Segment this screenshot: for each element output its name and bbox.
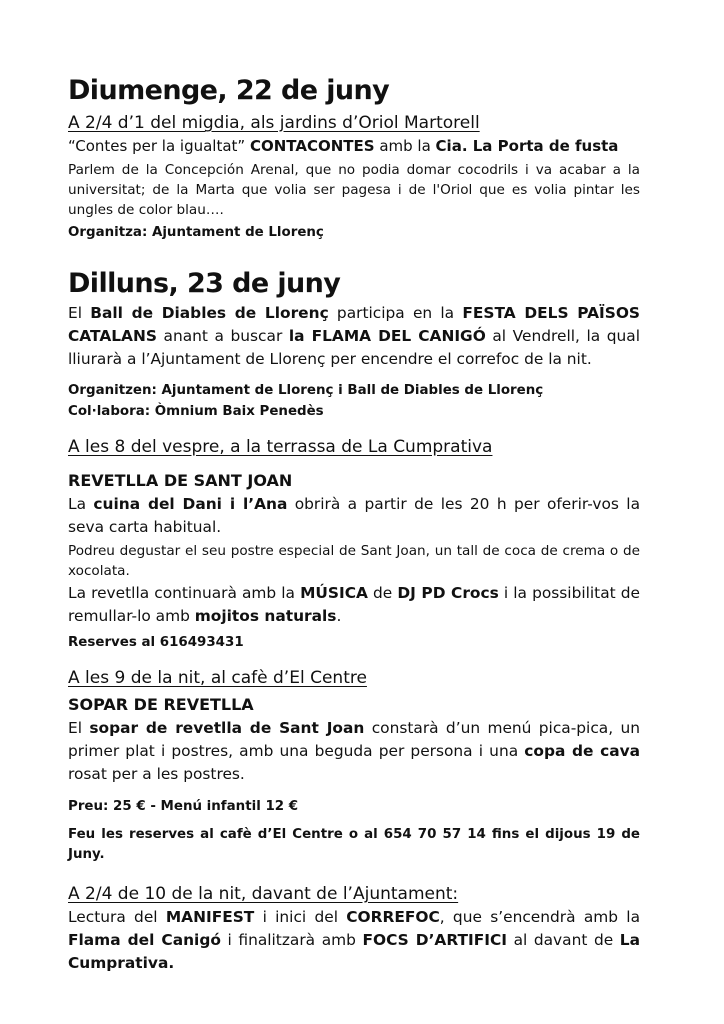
revetlla-subtitle: A les 8 del vespre, a la terrassa de La Cumprativa (68, 437, 493, 457)
day2-intro: El Ball de Diables de Llorenç participa en la FESTA DELS PAÏSOS CATALANS anant a buscar la FLAMA DEL CANIGÓ al Vendrell, la qual lliurarà a l’Ajuntament de Llorenç per encendre el correfoc de la nit. (68, 304, 640, 368)
revetlla-paragraph-1: La cuina del Dani i l’Ana obrirà a partir de les 20 h per oferir-vos la seva carta habitual. (68, 495, 640, 536)
correfoc-subtitle: A 2/4 de 10 de la nit, davant de l’Ajuntament: (68, 884, 459, 904)
revetlla-reservations: Reserves al 616493431 (68, 635, 244, 650)
day2-organizers: Organitzen: Ajuntament de Llorenç i Ball de Diables de Llorenç (68, 383, 544, 398)
revetlla-paragraph-2: Podreu degustar el seu postre especial de Sant Joan, un tall de coca de crema o de xocolata. (68, 543, 640, 579)
day1-event-subtitle: A 2/4 d’1 del migdia, als jardins d’Oriol Martorell (68, 113, 480, 133)
sopar-paragraph: El sopar de revetlla de Sant Joan constarà d’un menú pica-pica, un primer plat i postres, amb una beguda per persona i una copa de cava rosat per a les postres. (68, 719, 640, 783)
day1-title: Diumenge, 22 de juny (68, 75, 390, 106)
correfoc-paragraph: Lectura del MANIFEST i inici del CORREFOC, que s’encendrà amb la Flama del Canigó i finalitzarà amb FOCS D’ARTIFICI al davant de La Cumprativa. (68, 908, 641, 972)
sopar-subtitle: A les 9 de la nit, al cafè d’El Centre (68, 668, 367, 688)
sopar-reservations: Feu les reserves al cafè d’El Centre o al 654 70 57 14 fins el dijous 19 de Juny. (68, 827, 640, 862)
revetlla-paragraph-3: La revetlla continuarà amb la MÚSICA de DJ PD Crocs i la possibilitat de remullar-lo amb mojitos naturals. (68, 584, 640, 625)
day1-event-line: “Contes per la igualtat” CONTACONTES amb la Cia. La Porta de fusta (68, 137, 619, 155)
day1-organizer: Organitza: Ajuntament de Llorenç (68, 225, 324, 240)
sopar-price: Preu: 25 € - Menú infantil 12 € (68, 799, 299, 814)
sopar-heading: SOPAR DE REVETLLA (68, 695, 254, 714)
day2-title: Dilluns, 23 de juny (68, 268, 341, 299)
day1-event-description: Parlem de la Concepción Arenal, que no podia domar cocodrils i va acabar a la universitat; de la Marta que volia ser pagesa i de l'Oriol que es volia pintar les ungles de color blau…. (68, 162, 640, 218)
revetlla-heading: REVETLLA DE SANT JOAN (68, 471, 293, 490)
day2-collaborator: Col·labora: Òmnium Baix Penedès (68, 404, 324, 419)
